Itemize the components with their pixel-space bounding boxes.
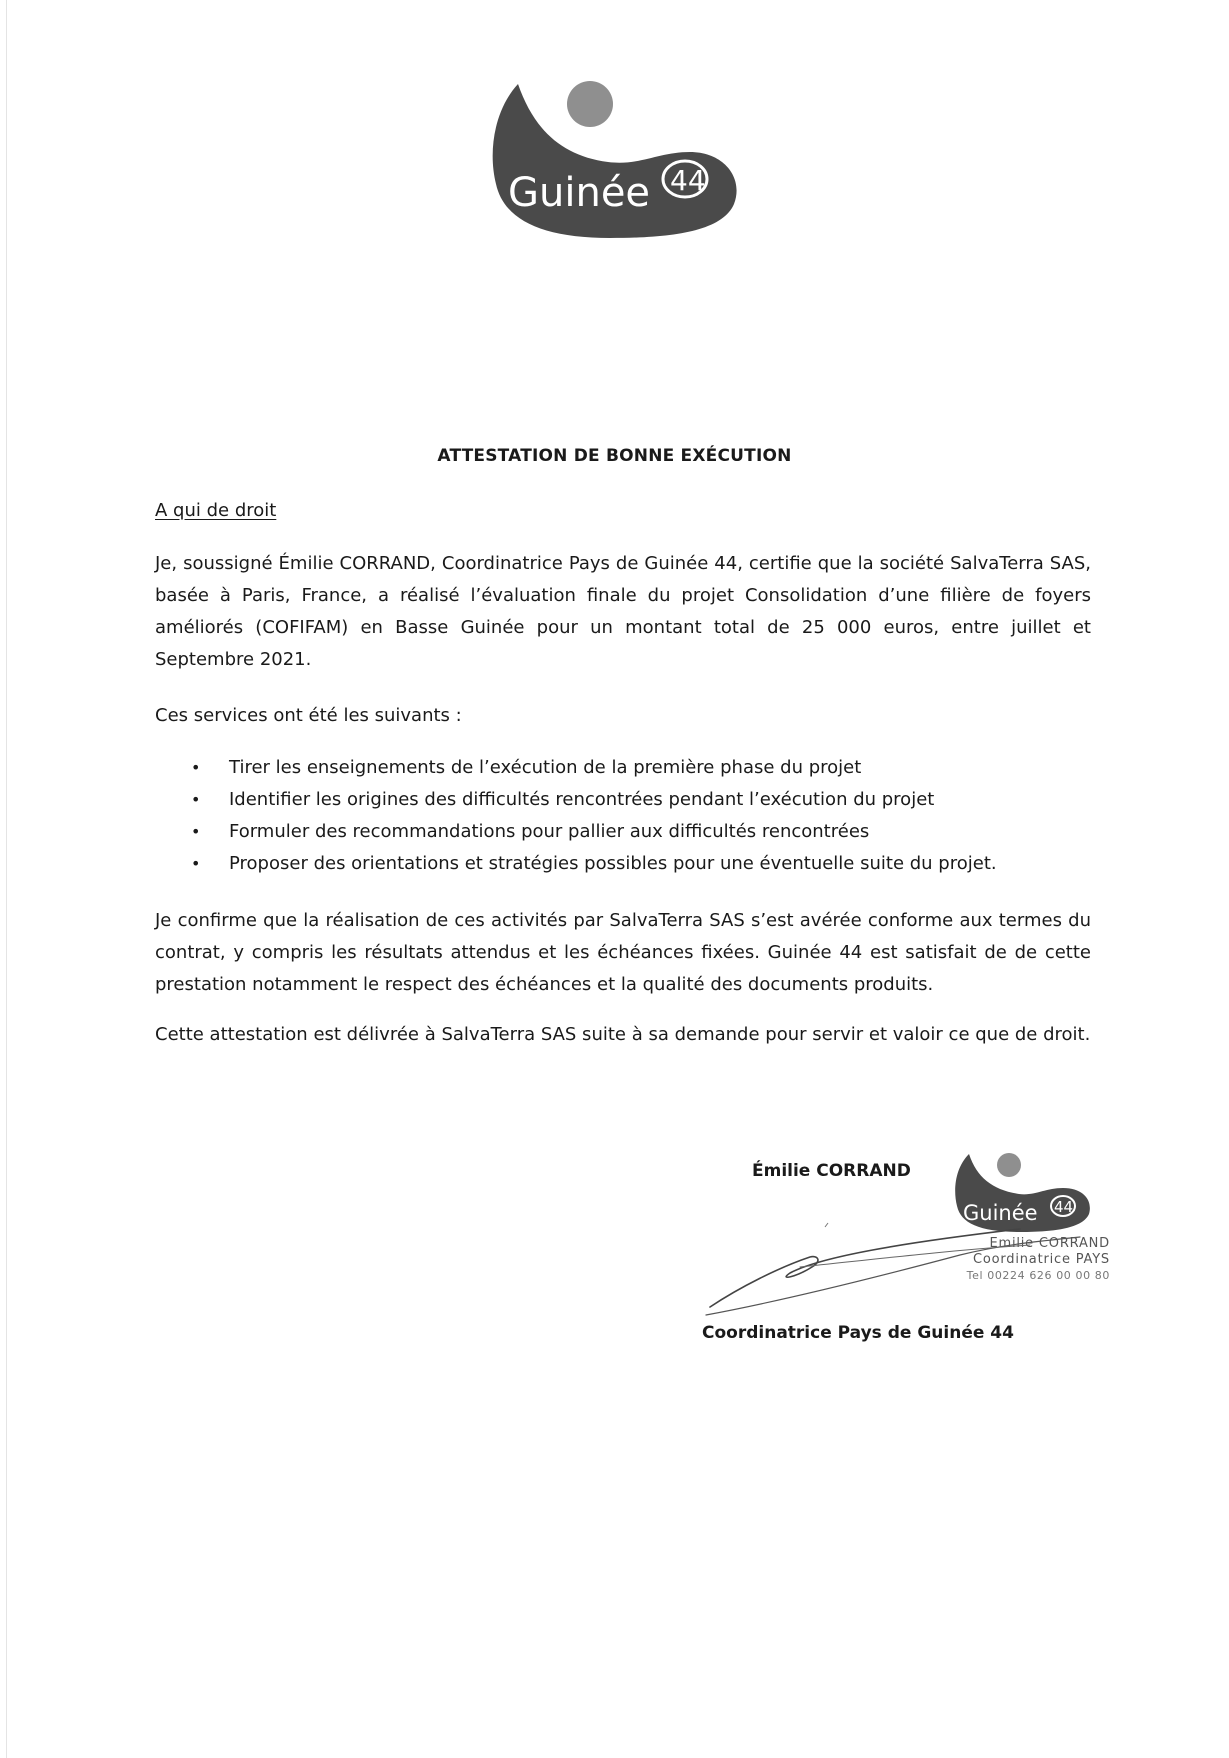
signature-tick — [825, 1223, 828, 1227]
bullet-icon: • — [191, 758, 201, 777]
signer-name: Émilie CORRAND — [752, 1161, 911, 1181]
paragraph-confirmation: Je confirme que la réalisation de ces activités par SalvaTerra SAS s’est avérée conforme aux termes du contrat, y compris les résultats attendus et les échéances fixées. Guinée 44 est satisfait de de cette prestation notamment le respect des échéances et la qualité des documents produits. — [155, 910, 1091, 995]
signer-role: Coordinatrice Pays de Guinée 44 — [702, 1323, 1014, 1343]
signature-tail — [800, 1245, 1030, 1267]
stamp-name: Emilie CORRAND — [989, 1236, 1110, 1251]
paragraph-certification: Je, soussigné Émilie CORRAND, Coordinatrice Pays de Guinée 44, certifie que la société SalvaTerra SAS, basée à Paris, France, a réalisé l’évaluation finale du projet Consolidation d’une filière de foyers améliorés (COFIFAM) en Basse Guinée pour un montant total de 25 000 euros, entre juillet et Septembre 2021. — [155, 553, 1091, 670]
services-list — [155, 752, 1115, 880]
salutation: A qui de droit — [155, 500, 277, 521]
paragraph-closing: Cette attestation est délivrée à SalvaTerra SAS suite à sa demande pour servir et valoir ce que de droit. — [155, 1024, 1091, 1045]
list-item — [155, 752, 1115, 784]
paragraph-services-intro: Ces services ont été les suivants : — [155, 705, 462, 726]
bullet-icon: • — [191, 854, 201, 873]
bullet-icon: • — [191, 790, 201, 809]
guinee44-logo — [490, 72, 740, 242]
service-text: Proposer des orientations et stratégies possibles pour une éventuelle suite du projet. — [229, 853, 997, 874]
logo-brand-number: 44 — [670, 164, 706, 197]
stamp-phone: Tel 00224 626 00 00 80 — [966, 1269, 1110, 1282]
handwritten-signature — [700, 1215, 1100, 1325]
list-item — [155, 816, 1115, 848]
scan-edge-line — [6, 0, 7, 1758]
list-item — [155, 784, 1115, 816]
signature-stroke — [710, 1229, 1020, 1307]
service-text: Formuler des recommandations pour pallier aux difficultés rencontrées — [229, 821, 870, 842]
logo-dot — [567, 81, 613, 127]
logo-brand-text: Guinée — [508, 170, 651, 216]
stamp-role: Coordinatrice PAYS — [973, 1252, 1110, 1267]
stamp-logo-brand-number: 44 — [1054, 1198, 1074, 1216]
service-text: Identifier les origines des difficultés rencontrées pendant l’exécution du projet — [229, 789, 935, 810]
stamp-logo-dot — [997, 1153, 1021, 1177]
stamp-logo-brand-text: Guinée — [963, 1201, 1038, 1225]
document-title: ATTESTATION DE BONNE EXÉCUTION — [437, 446, 792, 466]
service-text: Tirer les enseignements de l’exécution de la première phase du projet — [229, 757, 862, 778]
bullet-icon: • — [191, 822, 201, 841]
signature-underline — [706, 1237, 1080, 1315]
list-item — [155, 848, 1115, 880]
